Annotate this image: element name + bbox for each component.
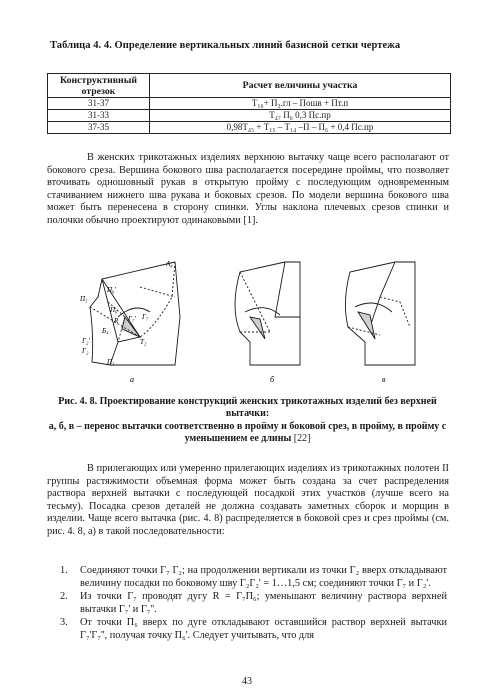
table-row xyxy=(48,98,451,110)
label-g2p: Г₂' xyxy=(82,337,90,345)
list-item xyxy=(60,617,447,642)
label-b4: Б₄ xyxy=(102,327,109,335)
label-p6p: П₆' xyxy=(107,286,116,294)
table-cell: 31-37 xyxy=(48,98,150,110)
paragraph-distribution xyxy=(47,463,449,539)
label-r: R xyxy=(114,317,119,325)
table-cell: 37-35 xyxy=(48,122,150,134)
drawing-a xyxy=(90,262,180,365)
list-item xyxy=(60,565,447,590)
list-item-text: От точки П₆ вверх по дуге откладывают оставшийся раствор верхней вытачки Г₇'Г₇'', получая точку П₆'. Следует учитывать, что для xyxy=(80,617,447,641)
label-g7p: Г₇' xyxy=(128,315,136,323)
sublabel-b: б xyxy=(270,375,275,384)
table-header-calculation: Расчет величины участка xyxy=(150,74,451,98)
list-item xyxy=(60,591,447,616)
figure-caption-text: а, б, в – перенос вытачки соответственно в пройму и боковой срез, в пройму, в пройму с уменьшением ее длины xyxy=(48,421,447,444)
table-cell: Т₄₇ П₆ 0,3 Пс.пр xyxy=(150,110,451,122)
table-cell: Т₁₆+ П₃.гл – Пошв + Пт.п xyxy=(150,98,451,110)
table-row xyxy=(48,110,451,122)
figure-caption-description xyxy=(40,421,455,445)
pattern-drawings xyxy=(80,257,425,387)
page-number: 43 xyxy=(242,676,252,687)
paragraph-intro xyxy=(47,152,449,228)
figure-caption-title: Рис. 4. 8. Проектирование конструкций женских трикотажных изделий без верхней вытачки: xyxy=(58,396,437,419)
figure-caption-reference: [22] xyxy=(293,433,311,444)
label-p3: П₃ xyxy=(107,358,115,366)
label-p5: П₅ xyxy=(80,295,88,303)
drawing-b xyxy=(235,262,300,365)
label-t2: Т₂ xyxy=(140,338,147,346)
list-item-number: 3. xyxy=(60,617,68,629)
table-header-row xyxy=(48,74,451,98)
paragraph-intro-text: В женских трикотажных изделиях верхнюю вытачку чаще всего располагают от бокового среза. Вершина бокового шва располагается посередине проймы, что позволяет вточивать одношовный рукав в открытую пройму с последующим одновременным стачиванием нижнего шва рукава и боковых срезов. По модели вершина бокового шва может быть перенесена в сторону спинки. Углы наклона плечевых срезов спинки и полочки обычно проектируют одинаковыми [1]. xyxy=(47,152,449,226)
table-cell: 0,98Т₄₅ + Т₁₅ – Т₁₄ –П – П₆ + 0,4 Пс.пр xyxy=(150,122,451,134)
label-p6: П₆ xyxy=(110,306,118,314)
paragraph-distribution-text: В прилегающих или умеренно прилегающих изделиях из трикотажных полотен II группы растяжимости объемная форма может быть создана за счет распределения раствора верхней вытачки с последующей посадкой этих участков (лучше всего на тесьму). Посадка срезов деталей не должна создавать заметных сборок и морщин в изделии. Чаще всего вытачка (рис. 4. 8) распределяется в боковой срез и срез проймы (см. рис. 4. 8, а) в такой последовательности: xyxy=(47,463,449,537)
calculation-table xyxy=(47,73,451,134)
list-item-text: Соединяют точки Г₇ Г₂; на продолжении вертикали из точки Г₂ вверх откладывают величину посадки по боковому шву Г₂Г₂' = 1…1,5 см; соединяют точки Г₇ и Г₂'. xyxy=(80,565,447,589)
list-item-number: 1. xyxy=(60,565,68,576)
table-cell: 31-33 xyxy=(48,110,150,122)
drawing-c xyxy=(345,262,415,365)
label-g7: Г₇ xyxy=(142,313,149,321)
list-item-text: Из точки Г₇ проводят дугу R = Г₇П₆; уменьшают величину раствора верхней вытачки Г₇' и Г₇''. xyxy=(80,591,447,615)
label-a4: А₄ xyxy=(166,260,173,268)
steps-list xyxy=(60,565,447,644)
sublabel-c: в xyxy=(382,375,386,384)
table-row xyxy=(48,122,451,134)
list-item-number: 2. xyxy=(60,591,68,603)
table-header-segment: Конструктивный отрезок xyxy=(48,74,150,98)
sublabel-a: а xyxy=(130,375,134,384)
table-title: Таблица 4. 4. Определение вертикальных линий базисной сетки чертежа xyxy=(50,40,401,51)
label-g2: Г₂ xyxy=(82,347,89,355)
